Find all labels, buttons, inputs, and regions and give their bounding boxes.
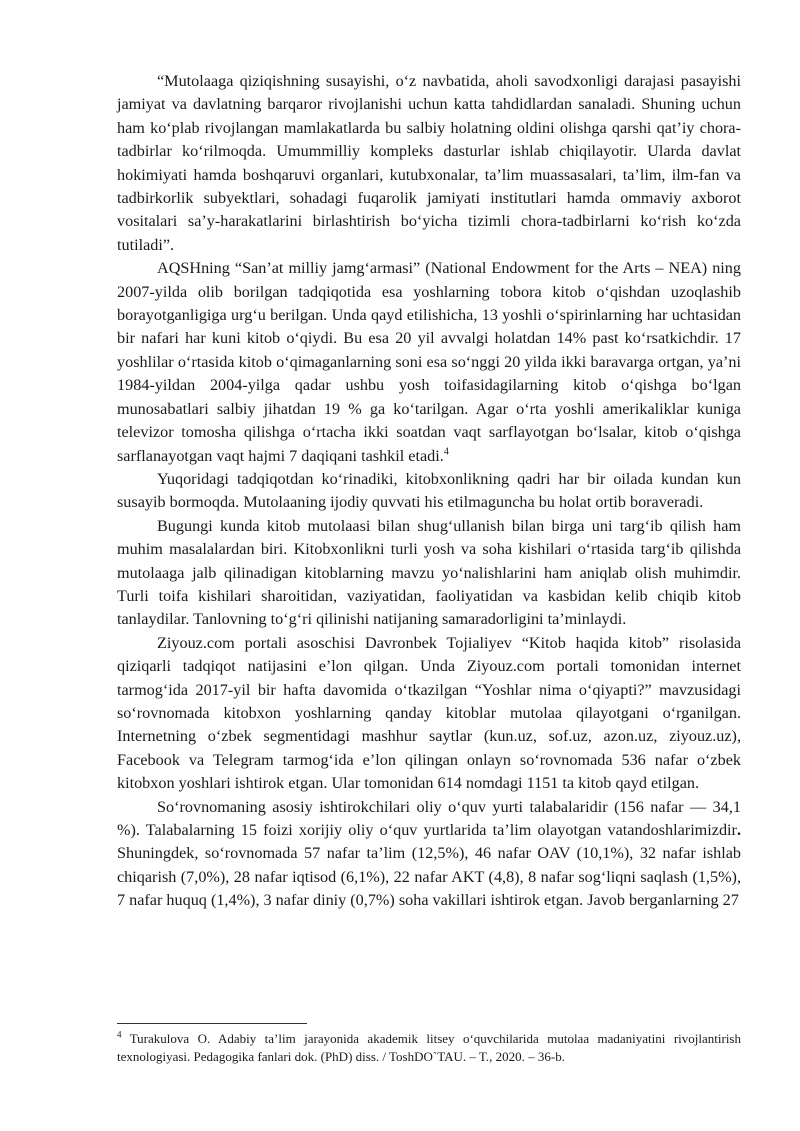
bold-period: . [736,821,741,839]
paragraph-text: AQSHning “San’at milliy jamg‘armasi” (National Endowment for the Arts – NEA) ning 2007-yilda olib borilgan tadqiqotida esa yoshlarning tobora kitob o‘qishdan uzoqlashib borayotganligiga urg‘u berilgan. Unda qayd etilishicha, 13 yoshli o‘spirinlarning har uchtasidan bir nafari har kuni kitob o‘qiydi. Bu esa 20 yil avvalgi holatdan 14% past ko‘rsatkichdir. 17 yoshlilar o‘rtasida kitob o‘qimaganlarning soni esa so‘nggi 20 yilda ikki baravarga ortgan, ya’ni 1984-yildan 2004-yilga qadar ushbu yosh toifasidagilarning kitob o‘qishga bo‘lgan munosabatlari salbiy jihatdan 19 % ga ko‘tarilgan. Agar o‘rta yoshli amerikaliklar kuniga televizor tomosha qilishga o‘rtacha ikki soatdan vaqt sarflayotgan bo‘lsalar, kitob o‘qishga sarflanayotgan vaqt hajmi 7 daqiqani tashkil etadi. [117,259,741,465]
paragraph-text: Shuningdek, so‘rovnomada 57 nafar ta’lim (12,5%), 46 nafar OAV (10,1%), 32 nafar ishlab chiqarish (7,0%), 28 nafar iqtisod (6,1%), 22 nafar AKT (4,8), 8 nafar sog‘liqni saqlash (1,5%), 7 nafar huquq (1,4%), 3 nafar diniy (0,7%) soha vakillari ishtirok etgan. Javob berganlarning 27 [117,844,741,910]
paragraph [117,257,741,468]
footnote-number: 4 [117,1029,122,1040]
footnote-separator [117,1023,307,1024]
footnote [117,1030,741,1066]
paragraph: Ziyouz.com portali asoschisi Davronbek Tojialiyev “Kitob haqida kitob” risolasida qiziqarli tadqiqot natijasini e’lon qilgan. Unda Ziyouz.com portali tomonidan internet tarmog‘ida 2017-yil bir hafta davomida o‘tkazilgan “Yoshlar nima o‘qiyapti?” mavzusidagi so‘rovnomada kitobxon yoshlarning qanday kitoblar mutolaa qilayotgani o‘rganilgan. Internetning o‘zbek segmentidagi mashhur saytlar (kun.uz, sof.uz, azon.uz, ziyouz.uz), Facebook va Telegram tarmog‘ida e’lon qilingan onlayn so‘rovnomada 536 nafar o‘zbek kitobxon yoshlari ishtirok etgan. Ular tomonidan 614 nomdagi 1151 ta kitob qayd etilgan. [117,633,741,793]
footnote-text: Turakulova O. Adabiy ta’lim jarayonida akademik litsey o‘quvchilarida mutolaa madaniyatini rivojlantirish texnologiyasi. Pedagogika fanlari dok. (PhD) diss. / ToshDO`TAU. – T., 2020. – 36-b. [117,1031,741,1064]
paragraph: Bugungi kunda kitob mutolaasi bilan shug‘ullanish bilan birga uni targ‘ib qilish ham muhim masalalardan biri. Kitobxonlikni turli yosh va soha kishilari o‘rtasida targ‘ib qilishda mutolaaga jalb qilinadigan kitoblarning mavzu yo‘nalishlarini ham aniqlab olish muhimdir. Turli toifa kishilari sharoitidan, vaziyatidan, faoliyatidan va kasbidan kelib chiqib kitob tanlaydilar. Tanlovning to‘g‘ri qilinishi natijaning samaradorligini ta’minlaydi. [117,516,741,629]
paragraph: Yuqoridagi tadqiqotdan ko‘rinadiki, kitobxonlikning qadri har bir oilada kundan kun susayib bormoqda. Mutolaaning ijodiy quvvati his etilmaguncha bu holat ortib boraveradi. [117,469,741,512]
document-body [117,70,741,913]
footnote-reference[interactable]: 4 [443,446,449,458]
paragraph [117,796,741,913]
paragraph: “Mutolaaga qiziqishning susayishi, o‘z navbatida, aholi savodxonligi darajasi pasayishi jamiyat va davlatning barqaror rivojlanishi uchun katta tahdidlardan sanaladi. Shuning uchun ham ko‘plab rivojlangan mamlakatlarda bu salbiy holatning oldini olishga qarshi qat’iy chora-tadbirlar ko‘rilmoqda. Umummilliy kompleks dasturlar ishlab chiqilayotir. Ularda davlat hokimiyati hamda boshqaruvi organlari, kutubxonalar, ta’lim muassasalari, ta’lim, ilm-fan va tadbirkorlik subyektlari, sohadagi fuqarolik jamiyati institutlari hamda ommaviy axborot vositalari sa’y-harakatlarini birlashtirish bo‘yicha tizimli chora-tadbirlarni ko‘rish ko‘zda tutiladi”. [117,72,741,254]
paragraph-text: So‘rovnomaning asosiy ishtirokchilari oliy o‘quv yurti talabalaridir (156 nafar — 34,1 %). Talabalarning 15 foizi xorijiy oliy o‘quv yurtlarida ta’lim olayotgan vatandoshlarimizdir [117,797,741,839]
